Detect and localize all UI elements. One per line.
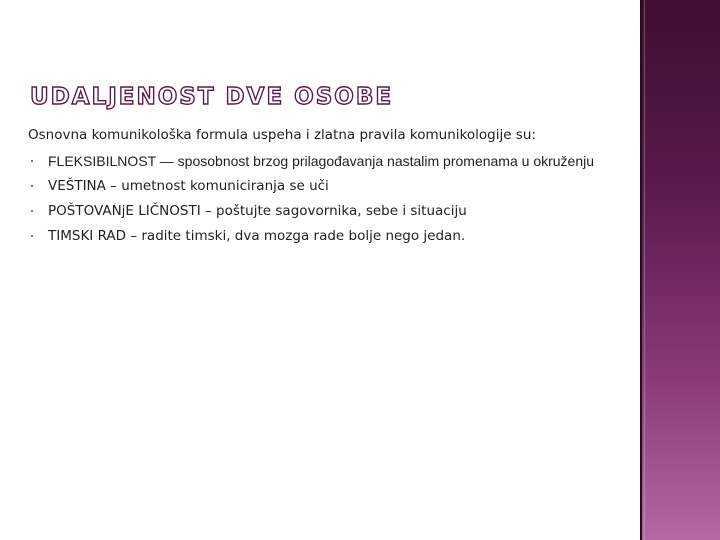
bullet-item-vestina xyxy=(28,177,628,195)
bullet-text: FLEKSIBILNOST — sposobnost brzog prilagođavanja nastalim promenama u okruženju xyxy=(48,153,595,169)
bullet-text: TIMSKI RAD – radite timski, dva mozga rade bolje nego jedan. xyxy=(48,228,466,244)
bullet-list xyxy=(28,152,628,252)
intro-text: Osnovna komunikološka formula uspeha i zlatna pravila komunikologije su: xyxy=(28,127,536,143)
bullet-marker-icon xyxy=(31,185,33,187)
bullet-item-timski-rad xyxy=(28,227,628,245)
decorative-side-panel xyxy=(642,0,720,540)
bullet-marker-icon xyxy=(31,160,33,162)
bullet-text: VEŠTINA – umetnost komuniciranja se uči xyxy=(48,178,329,194)
bullet-text: POŠTOVANjE LIČNOSTI – poštujte sagovornika, sebe i situaciju xyxy=(48,203,467,219)
bullet-item-fleksibilnost xyxy=(28,152,628,170)
bullet-marker-icon xyxy=(31,210,33,212)
side-divider-highlight xyxy=(644,0,645,540)
bullet-marker-icon xyxy=(31,235,33,237)
slide-title: UDALJENOST DVE OSOBE xyxy=(30,84,394,110)
bullet-item-postovanje xyxy=(28,202,628,220)
